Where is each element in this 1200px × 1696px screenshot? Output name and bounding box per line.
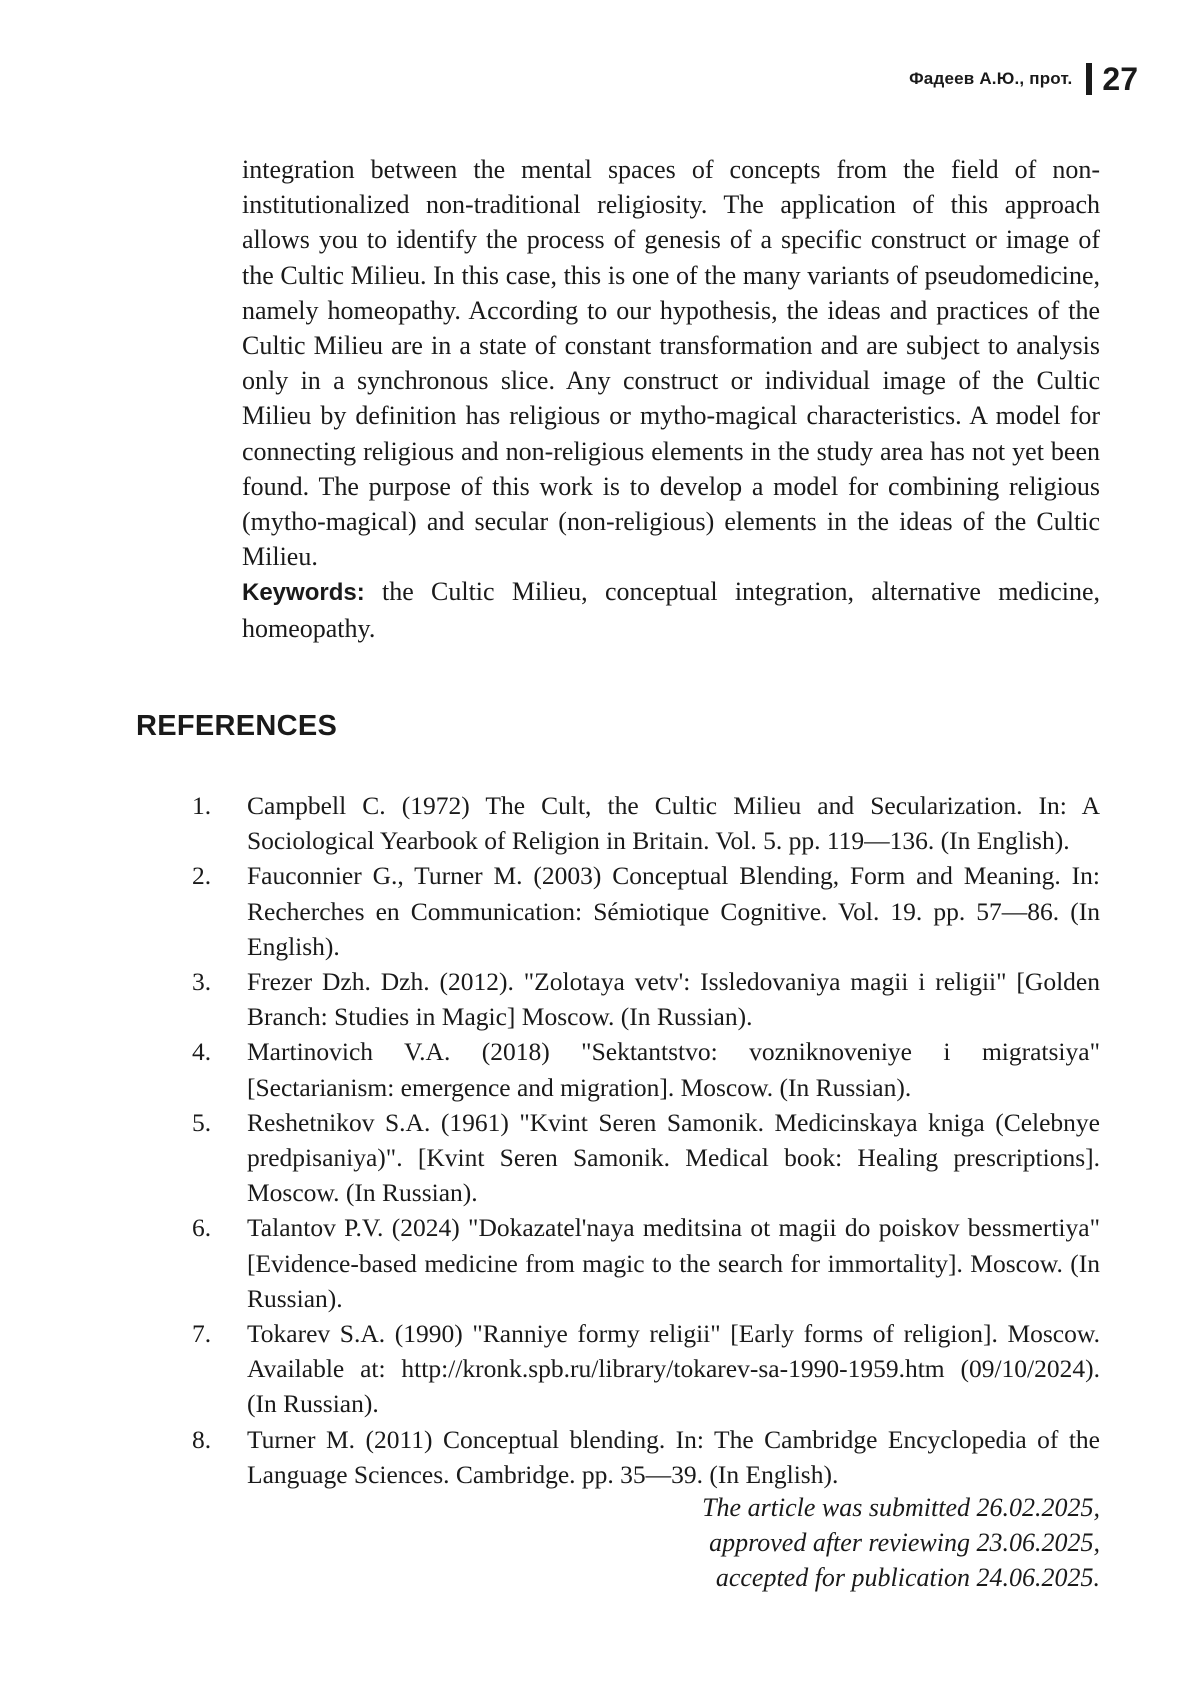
submission-line-approved: approved after reviewing 23.06.2025, xyxy=(709,1528,1100,1557)
abstract-text: integration between the mental spaces of concepts from the field of non-institutionalized non-traditional religiosity. The application of this approach allows you to identify the process of genesis of a specific construct or image of the Cultic Milieu. In this case, this is one of the many variants of pseudomedicine, namely homeopathy. According to our hypothesis, the ideas and practices of the Cultic Milieu are in a state of constant transformation and are subject to analysis only in a synchronous slice. Any construct or individual image of the Cultic Milieu by definition has religious or mytho-magical characteristics. A model for connecting religious and non-religious elements in the study area has not yet been found. The purpose of this work is to develop a model for combining religious (mytho-magical) and secular (non-religious) elements in the ideas of the Cultic Milieu. xyxy=(242,155,1100,572)
page-number: 27 xyxy=(1102,61,1138,97)
reference-item xyxy=(192,1034,1100,1104)
reference-number: 7. xyxy=(192,1319,212,1349)
reference-item xyxy=(192,858,1100,964)
reference-number: 1. xyxy=(192,791,212,820)
keywords-paragraph xyxy=(242,574,1100,645)
references-heading: REFERENCES xyxy=(136,710,338,742)
reference-item xyxy=(192,1105,1100,1211)
reference-text: Fauconnier G., Turner M. (2003) Conceptual Blending, Form and Meaning. In: Recherches en Communication: Sémiotique Cognitive. Vol. 19. pp. 57—86. (In English). xyxy=(247,861,1100,961)
submission-dates xyxy=(702,1490,1100,1595)
keywords-text: the Cultic Milieu, conceptual integration, alternative medicine, homeopathy. xyxy=(242,577,1100,643)
reference-text: Tokarev S.A. (1990) "Ranniye formy religii" [Early forms of religion]. Moscow. Available at: http://kronk.spb.ru/library/tokarev-sa-1990-1959.htm (09/10/2024). (In Russian). xyxy=(247,1319,1100,1419)
reference-item xyxy=(192,1210,1100,1316)
reference-item xyxy=(192,1316,1100,1422)
abstract-continuation xyxy=(242,152,1100,646)
reference-text: Turner M. (2011) Conceptual blending. In: The Cambridge Encyclopedia of the Language Sciences. Cambridge. pp. 35—39. (In English). xyxy=(247,1424,1100,1489)
reference-text: Talantov P.V. (2024) "Dokazatel'naya meditsina ot magii do poiskov bessmertiya" [Evidence-based medicine from magic to the search for immortality]. Moscow. (In Russian). xyxy=(247,1213,1100,1313)
running-header xyxy=(909,63,1138,95)
reference-number: 5. xyxy=(192,1107,212,1137)
header-divider-bar xyxy=(1086,63,1092,95)
reference-number: 6. xyxy=(192,1213,212,1243)
reference-number: 2. xyxy=(192,861,212,891)
reference-number: 8. xyxy=(192,1424,212,1454)
reference-item xyxy=(192,964,1100,1034)
keywords-label: Keywords: xyxy=(242,579,365,607)
reference-text: Campbell C. (1972) The Cult, the Cultic Milieu and Secularization. In: A Sociological Yearbook of Religion in Britain. Vol. 5. pp. 119—136. (In English). xyxy=(247,791,1100,856)
running-header-author: Фадеев А.Ю., прот. xyxy=(909,69,1073,88)
reference-number: 3. xyxy=(192,967,212,997)
reference-text: Martinovich V.A. (2018) "Sektantstvo: vozniknoveniye i migratsiya" [Sectarianism: emergence and migration]. Moscow. (In Russian). xyxy=(247,1037,1100,1102)
reference-item xyxy=(192,788,1100,858)
submission-line-submitted: The article was submitted 26.02.2025, xyxy=(702,1493,1100,1522)
reference-item xyxy=(192,1422,1100,1492)
reference-number: 4. xyxy=(192,1037,212,1067)
references-list xyxy=(192,788,1100,1492)
reference-text: Reshetnikov S.A. (1961) "Kvint Seren Samonik. Medicinskaya kniga (Celebnye predpisaniya)". [Kvint Seren Samonik. Medical book: Healing prescriptions]. Moscow. (In Russian). xyxy=(247,1107,1100,1208)
reference-text: Frezer Dzh. Dzh. (2012). "Zolotaya vetv': Issledovaniya magii i religii" [Golden Branch: Studies in Magic] Moscow. (In Russian). xyxy=(247,967,1100,1032)
submission-line-accepted: accepted for publication 24.06.2025. xyxy=(715,1563,1100,1592)
